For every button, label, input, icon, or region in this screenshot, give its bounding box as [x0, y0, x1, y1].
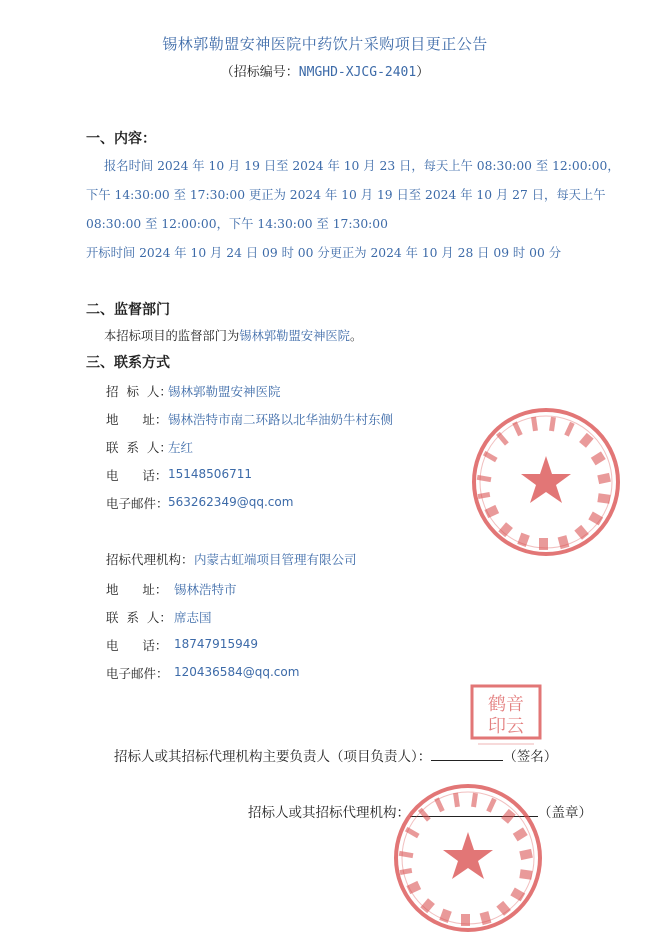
buyer-value-4: 563262349@qq.com [168, 495, 294, 509]
svg-text:印云: 印云 [488, 716, 524, 737]
buyer-label-2: 联 系 人： [106, 440, 172, 455]
document-title: 锡林郭勒盟安神医院中药饮片采购项目更正公告 [162, 35, 488, 53]
signature-line2-end: （盖章） [538, 805, 592, 821]
agent-label-0: 招标代理机构： [106, 552, 194, 567]
section1-line3: 08:30:00 至 12:00:00，下午 14:30:00 至 17:30:00 [86, 217, 388, 231]
section1-line4: 开标时间 2024 年 10 月 24 日 09 时 00 分更正为 2024 年 10 月 28 日 09 时 00 分 [86, 246, 561, 260]
section2-heading: 二、监督部门 [86, 302, 170, 318]
official-stamp-2 [392, 782, 544, 934]
signature-line2-text: 招标人或其招标代理机构： [248, 805, 410, 821]
agent-value-3: 18747915949 [174, 637, 258, 651]
signature-line1-end: （签名） [503, 749, 558, 765]
svg-text:鹤音: 鹤音 [488, 694, 524, 715]
buyer-value-3: 15148506711 [168, 467, 252, 481]
buyer-label-0: 招 标 人： [106, 384, 172, 399]
agent-label-1: 地 址： [106, 582, 168, 597]
signature-line1 [114, 745, 557, 765]
agent-label-4: 电子邮件： [106, 666, 169, 681]
tender-code-value: NMGHD-XJCG-2401 [298, 65, 417, 80]
section3-heading: 三、联系方式 [86, 355, 170, 371]
buyer-value-1: 锡林浩特市南二环路以北华油奶牛村东侧 [168, 412, 394, 427]
personal-seal [470, 684, 542, 750]
buyer-label-4: 电子邮件： [106, 496, 169, 511]
tender-code-suffix: ） [416, 65, 430, 80]
buyer-value-0: 锡林郭勒盟安神医院 [168, 384, 281, 399]
section2-text-org: 锡林郭勒盟安神医院 [239, 329, 350, 343]
agent-value-1: 锡林浩特市 [174, 582, 237, 597]
section2-text-suffix: 。 [349, 329, 363, 343]
agent-value-2: 席志国 [174, 610, 212, 625]
section2-text-prefix: 本招标项目的监督部门为 [104, 329, 240, 343]
signature-blank-1[interactable] [431, 746, 503, 761]
section1-heading: 一、内容： [86, 131, 156, 147]
buyer-label-1: 地 址： [106, 412, 168, 427]
agent-value-4: 120436584@qq.com [174, 665, 300, 679]
agent-label-2: 联 系 人： [106, 610, 172, 625]
agent-value-0: 内蒙古虹端项目管理有限公司 [194, 552, 357, 567]
tender-code [0, 61, 650, 80]
signature-line1-text: 招标人或其招标代理机构主要负责人（项目负责人）： [114, 749, 432, 765]
section2-text [104, 326, 362, 344]
agent-label-3: 电 话： [106, 638, 168, 653]
section1-line2: 下午 14:30:00 至 17:30:00 更正为 2024 年 10 月 19 日至 2024 年 10 月 27 日，每天上午 [86, 188, 606, 202]
tender-code-prefix: （招标编号： [220, 65, 299, 80]
section1-line1: 报名时间 2024 年 10 月 19 日至 2024 年 10 月 23 日，每天上午 08:30:00 至 12:00:00， [104, 159, 620, 173]
buyer-label-3: 电 话： [106, 468, 168, 483]
buyer-value-2: 左红 [168, 440, 194, 455]
official-stamp-1 [470, 406, 622, 558]
